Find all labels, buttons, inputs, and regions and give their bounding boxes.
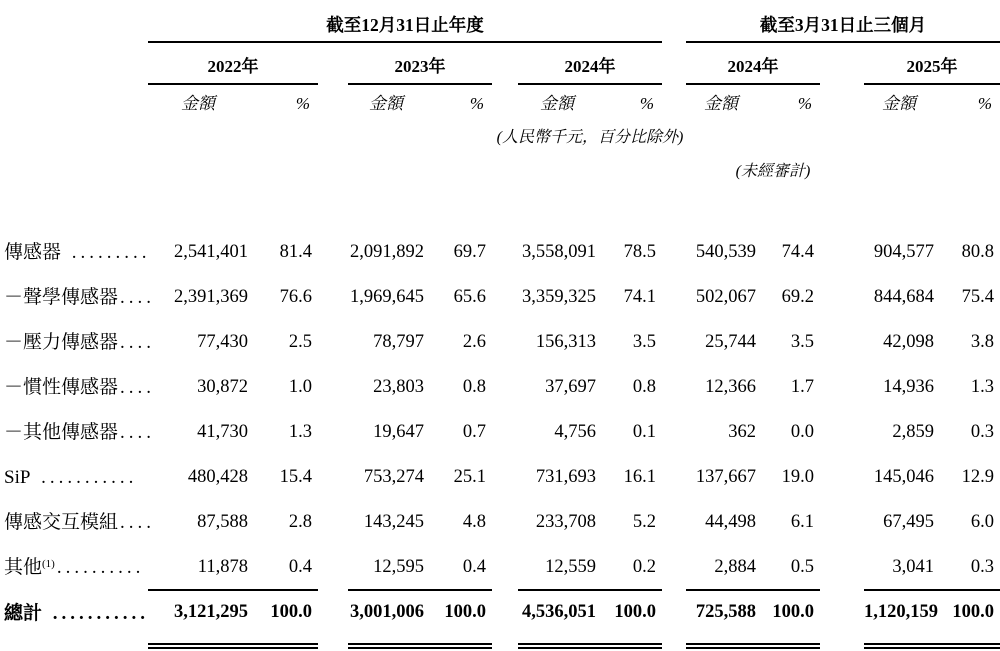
amount-cell: 362 <box>728 422 756 443</box>
amount-cell: 2,091,892 <box>350 242 424 263</box>
percent-cell: 100.0 <box>756 590 820 646</box>
amount-cell: 3,121,295 <box>148 590 248 646</box>
table-row-sensors <box>0 230 1000 275</box>
row-label: －壓力傳感器 <box>4 332 119 353</box>
table-row-inertial-sensors <box>0 365 1000 410</box>
amount-cell: 41,730 <box>197 422 248 443</box>
percent-header: % <box>977 94 992 113</box>
percent-cell: 0.1 <box>632 422 656 443</box>
dot-leader: .......... <box>56 557 145 578</box>
percent-cell: 100.0 <box>248 590 318 646</box>
percent-cell: 75.4 <box>961 287 994 308</box>
amount-cell: 30,872 <box>197 377 248 398</box>
row-label: SiP <box>4 467 31 488</box>
dot-leader: .... <box>120 287 156 308</box>
row-label: 傳感器 <box>4 242 62 263</box>
percent-cell: 74.1 <box>623 287 656 308</box>
footnote-marker: (1) <box>42 558 55 570</box>
amount-cell: 1,969,645 <box>350 287 424 308</box>
percent-cell: 4.8 <box>462 512 486 533</box>
year-header-2024: 2024年 <box>518 42 662 84</box>
amount-cell: 12,366 <box>705 377 756 398</box>
percent-header: % <box>469 94 484 113</box>
amount-cell: 78,797 <box>373 332 424 353</box>
percent-cell: 100.0 <box>934 590 1000 646</box>
amount-cell: 2,884 <box>686 545 756 590</box>
table-row-other-sensors <box>0 410 1000 455</box>
percent-cell: 78.5 <box>623 242 656 263</box>
dot-leader: ......... <box>63 242 151 263</box>
amount-cell: 14,936 <box>883 377 934 398</box>
percent-cell: 3.8 <box>970 332 994 353</box>
amount-cell: 143,245 <box>363 512 424 533</box>
label-column-spacer <box>0 2 148 42</box>
amount-cell: 23,803 <box>373 377 424 398</box>
percent-cell: 25.1 <box>453 467 486 488</box>
amount-cell: 156,313 <box>535 332 596 353</box>
amount-cell: 3,001,006 <box>348 590 424 646</box>
amount-cell: 137,667 <box>695 467 756 488</box>
amount-cell: 12,559 <box>518 545 596 590</box>
row-label: 總計 <box>4 603 43 624</box>
table-row-others <box>0 545 1000 590</box>
percent-header: % <box>639 94 654 113</box>
dot-leader: .... <box>120 332 156 353</box>
header-body-gap <box>0 186 1000 230</box>
amount-cell: 42,098 <box>883 332 934 353</box>
dot-leader: .... <box>120 512 156 533</box>
percent-cell: 19.0 <box>781 467 814 488</box>
percent-cell: 76.6 <box>279 287 312 308</box>
amount-cell: 2,391,369 <box>174 287 248 308</box>
percent-cell: 0.8 <box>632 377 656 398</box>
percent-cell: 80.8 <box>961 242 994 263</box>
amount-cell: 725,588 <box>686 590 756 646</box>
percent-cell: 100.0 <box>596 590 662 646</box>
amount-cell: 1,120,159 <box>864 590 934 646</box>
amount-cell: 2,541,401 <box>174 242 248 263</box>
percent-cell: 100.0 <box>424 590 492 646</box>
percent-cell: 1.3 <box>288 422 312 443</box>
percent-cell: 2.8 <box>288 512 312 533</box>
percent-cell: 81.4 <box>279 242 312 263</box>
amount-cell: 77,430 <box>197 332 248 353</box>
percent-cell: 1.3 <box>970 377 994 398</box>
amount-cell: 19,647 <box>373 422 424 443</box>
year-header-2022: 2022年 <box>148 42 318 84</box>
percent-header: % <box>295 94 310 113</box>
year-header-q1-2025: 2025年 <box>864 42 1000 84</box>
table-row-acoustic-sensors <box>0 275 1000 320</box>
amount-cell: 145,046 <box>873 467 934 488</box>
percent-cell: 3.5 <box>790 332 814 353</box>
percent-cell: 3.5 <box>632 332 656 353</box>
row-label: －慣性傳感器 <box>4 377 119 398</box>
percent-cell: 0.8 <box>462 377 486 398</box>
dot-leader: ........... <box>44 603 150 624</box>
table-row-pressure-sensors <box>0 320 1000 365</box>
table-row-total <box>0 590 1000 646</box>
amount-cell: 731,693 <box>535 467 596 488</box>
amount-cell: 3,041 <box>864 545 934 590</box>
percent-cell: 0.4 <box>248 545 318 590</box>
unaudited-note-row <box>0 152 1000 186</box>
percent-header: % <box>797 94 812 113</box>
amount-cell: 4,756 <box>554 422 596 443</box>
units-note-row <box>0 116 1000 152</box>
column-header-row <box>0 84 1000 116</box>
amount-cell: 3,359,325 <box>522 287 596 308</box>
amount-cell: 37,697 <box>545 377 596 398</box>
dot-leader: ........... <box>32 467 138 488</box>
section-gap <box>662 2 686 42</box>
dot-leader: .... <box>120 422 156 443</box>
revenue-breakdown-table <box>0 2 1000 649</box>
amount-cell: 753,274 <box>363 467 424 488</box>
percent-cell: 6.0 <box>970 512 994 533</box>
percent-cell: 16.1 <box>623 467 656 488</box>
percent-cell: 65.6 <box>453 287 486 308</box>
row-label: 傳感交互模組 <box>4 512 119 533</box>
financial-table-page <box>0 2 1000 651</box>
percent-cell: 0.7 <box>462 422 486 443</box>
percent-cell: 0.4 <box>424 545 492 590</box>
row-label: －其他傳感器 <box>4 422 119 443</box>
percent-cell: 0.0 <box>790 422 814 443</box>
section-header-row <box>0 2 1000 42</box>
amount-cell: 480,428 <box>187 467 248 488</box>
amount-cell: 67,495 <box>883 512 934 533</box>
amount-cell: 25,744 <box>705 332 756 353</box>
section-header-quarterly: 截至3月31日止三個月 <box>686 2 1000 42</box>
table-row-sensor-interaction-modules <box>0 500 1000 545</box>
percent-cell: 5.2 <box>632 512 656 533</box>
percent-cell: 69.7 <box>453 242 486 263</box>
percent-cell: 15.4 <box>279 467 312 488</box>
amount-cell: 11,878 <box>148 545 248 590</box>
section-header-annual: 截至12月31日止年度 <box>148 2 662 42</box>
amount-header: 金額 <box>882 94 916 113</box>
amount-cell: 502,067 <box>695 287 756 308</box>
year-header-q1-2024: 2024年 <box>686 42 820 84</box>
amount-cell: 233,708 <box>535 512 596 533</box>
year-header-2023: 2023年 <box>348 42 492 84</box>
row-label: －聲學傳感器 <box>4 287 119 308</box>
percent-cell: 6.1 <box>790 512 814 533</box>
amount-cell: 904,577 <box>873 242 934 263</box>
amount-header: 金額 <box>704 94 738 113</box>
amount-cell: 2,859 <box>892 422 934 443</box>
percent-cell: 2.5 <box>288 332 312 353</box>
percent-cell: 12.9 <box>961 467 994 488</box>
amount-cell: 44,498 <box>705 512 756 533</box>
units-note: (人民幣千元，百分比除外) <box>496 129 684 146</box>
percent-cell: 2.6 <box>462 332 486 353</box>
dot-leader: .... <box>120 377 156 398</box>
amount-cell: 3,558,091 <box>522 242 596 263</box>
amount-header: 金額 <box>540 94 574 113</box>
amount-cell: 540,539 <box>695 242 756 263</box>
percent-cell: 69.2 <box>781 287 814 308</box>
amount-header: 金額 <box>369 94 403 113</box>
percent-cell: 1.0 <box>288 377 312 398</box>
year-header-row <box>0 42 1000 84</box>
percent-cell: 0.2 <box>596 545 662 590</box>
table-row-sip <box>0 455 1000 500</box>
percent-cell: 0.3 <box>970 422 994 443</box>
unaudited-note: (未經審計) <box>735 163 811 180</box>
amount-cell: 844,684 <box>873 287 934 308</box>
amount-cell: 12,595 <box>348 545 424 590</box>
percent-cell: 74.4 <box>781 242 814 263</box>
percent-cell: 1.7 <box>790 377 814 398</box>
amount-cell: 87,588 <box>197 512 248 533</box>
amount-header: 金額 <box>181 94 215 113</box>
percent-cell: 0.5 <box>756 545 820 590</box>
row-label: 其他 <box>4 557 43 578</box>
amount-cell: 4,536,051 <box>518 590 596 646</box>
percent-cell: 0.3 <box>934 545 1000 590</box>
